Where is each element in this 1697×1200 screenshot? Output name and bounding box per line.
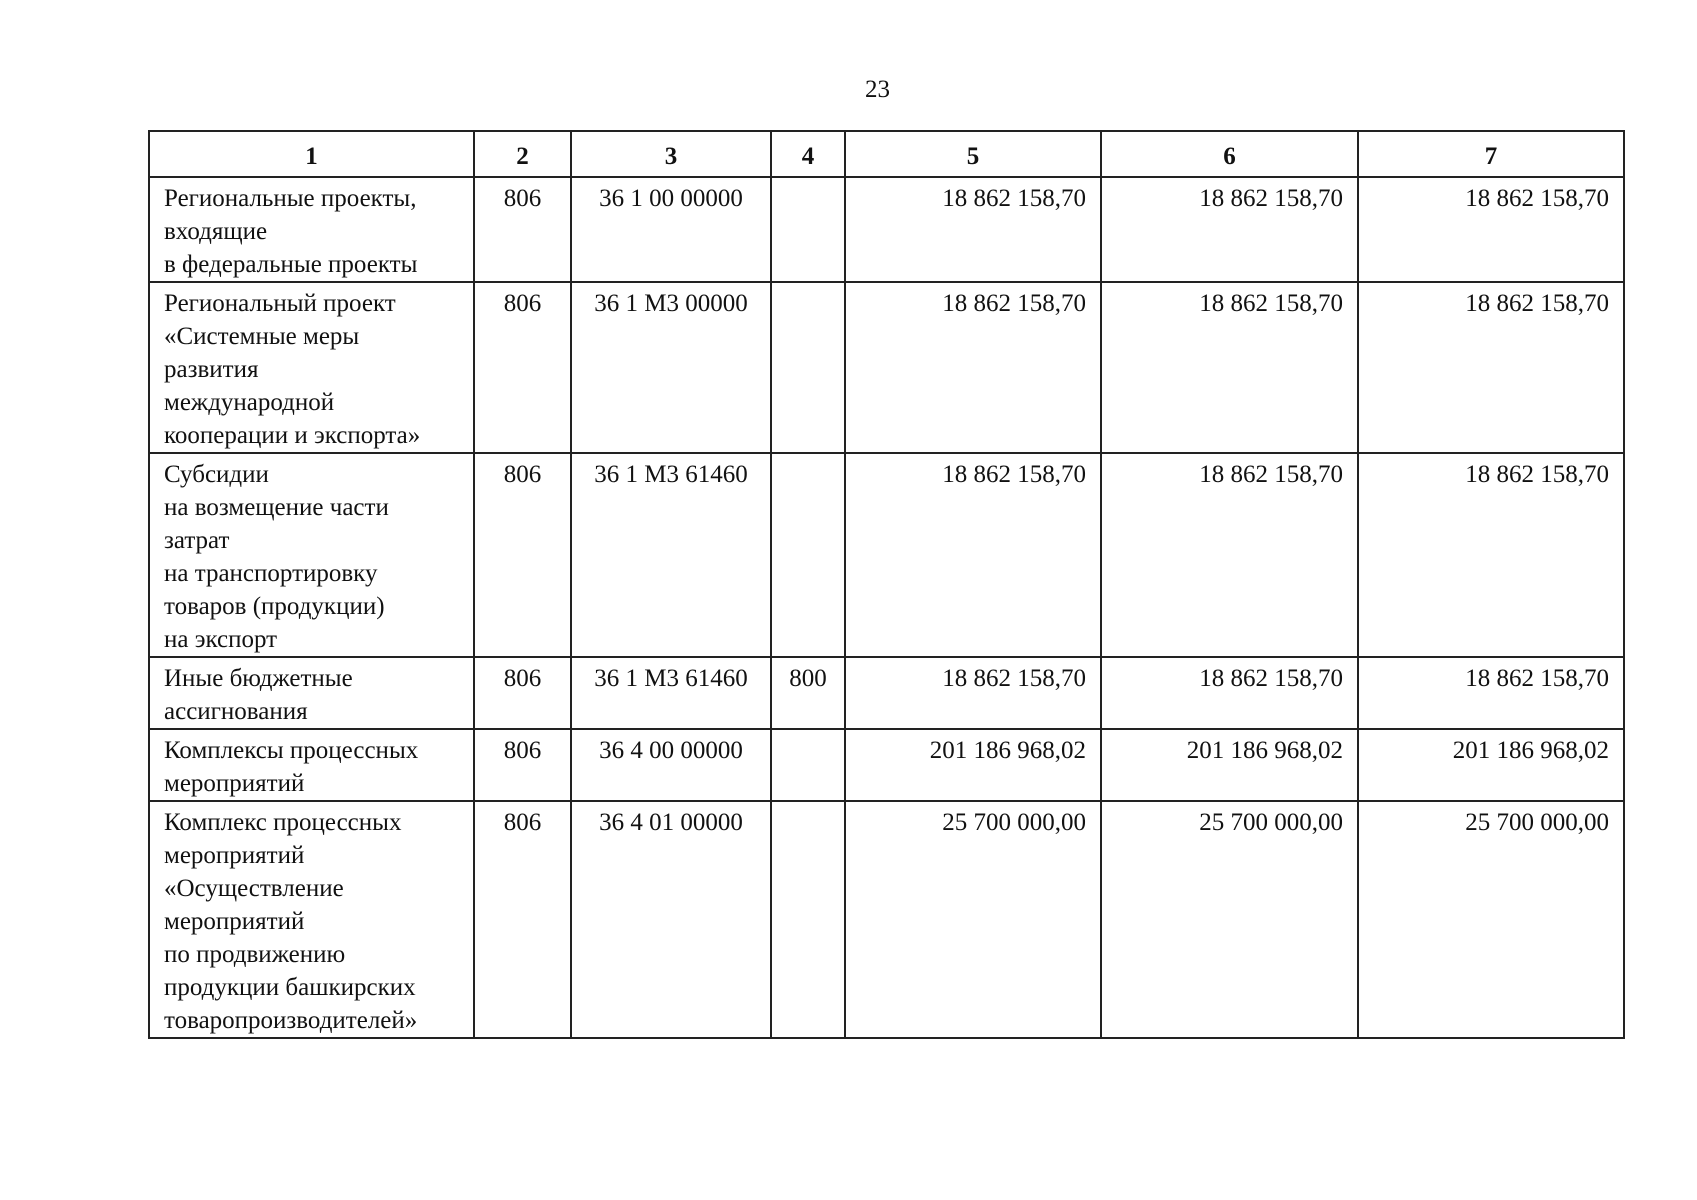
column-header-2: 2 xyxy=(474,131,571,177)
page-number: 23 xyxy=(865,76,890,103)
row-name-line: в федеральные проекты xyxy=(164,251,418,278)
row-amount-col7-cell: 18 862 158,70 xyxy=(1358,282,1624,453)
table-row xyxy=(149,657,1624,729)
row-expense-type-cell xyxy=(771,282,845,453)
row-amount-col5-cell: 201 186 968,02 xyxy=(845,729,1101,801)
row-expense-type-cell xyxy=(771,801,845,1038)
row-code-cell: 806 xyxy=(474,729,571,801)
row-amount-col6-cell: 18 862 158,70 xyxy=(1101,657,1358,729)
row-name-line: на экспорт xyxy=(164,626,278,653)
row-expense-type-cell xyxy=(771,453,845,657)
row-target-article-cell: 36 4 01 00000 xyxy=(571,801,771,1038)
row-name-line: по продвижению xyxy=(164,941,346,968)
row-name-line: «Системные меры xyxy=(164,323,360,350)
row-amount-col6-cell: 18 862 158,70 xyxy=(1101,282,1358,453)
row-name-cell xyxy=(149,177,474,282)
column-header-3: 3 xyxy=(571,131,771,177)
row-amount-col5-cell: 18 862 158,70 xyxy=(845,453,1101,657)
row-name-line: Региональный проект xyxy=(164,290,396,317)
row-name-line: на транспортировку xyxy=(164,560,378,587)
row-name-line: развития xyxy=(164,356,259,383)
row-name-line: международной xyxy=(164,389,335,416)
row-name-line: «Осуществление xyxy=(164,875,344,902)
row-amount-col6-cell: 25 700 000,00 xyxy=(1101,801,1358,1038)
row-amount-col5-cell: 18 862 158,70 xyxy=(845,282,1101,453)
row-name-line: Иные бюджетные xyxy=(164,665,353,692)
column-header-4: 4 xyxy=(771,131,845,177)
row-name-line: ассигнования xyxy=(164,698,308,725)
row-amount-col7-cell: 201 186 968,02 xyxy=(1358,729,1624,801)
row-expense-type-cell xyxy=(771,177,845,282)
table-header-row xyxy=(149,131,1624,177)
row-name-line: затрат xyxy=(164,527,230,554)
row-name-line: мероприятий xyxy=(164,770,305,797)
column-header-5: 5 xyxy=(845,131,1101,177)
row-amount-col7-cell: 18 862 158,70 xyxy=(1358,657,1624,729)
table-row xyxy=(149,453,1624,657)
table-row xyxy=(149,801,1624,1038)
row-name-cell xyxy=(149,729,474,801)
row-target-article-cell: 36 1 М3 00000 xyxy=(571,282,771,453)
column-header-1: 1 xyxy=(149,131,474,177)
row-amount-col6-cell: 18 862 158,70 xyxy=(1101,177,1358,282)
row-name-line: кооперации и экспорта» xyxy=(164,422,421,449)
row-name-line: Региональные проекты, xyxy=(164,185,417,212)
row-name-line: Комплексы процессных xyxy=(164,737,419,764)
row-name-line: мероприятий xyxy=(164,908,305,935)
row-target-article-cell: 36 1 М3 61460 xyxy=(571,453,771,657)
row-target-article-cell: 36 4 00 00000 xyxy=(571,729,771,801)
row-amount-col6-cell: 18 862 158,70 xyxy=(1101,453,1358,657)
row-name-line: Субсидии xyxy=(164,461,269,488)
table-row xyxy=(149,282,1624,453)
row-name-line: продукции башкирских xyxy=(164,974,416,1001)
row-amount-col5-cell: 18 862 158,70 xyxy=(845,657,1101,729)
row-name-cell xyxy=(149,801,474,1038)
row-code-cell: 806 xyxy=(474,282,571,453)
budget-table xyxy=(148,130,1625,1039)
row-name-cell xyxy=(149,282,474,453)
row-target-article-cell: 36 1 М3 61460 xyxy=(571,657,771,729)
row-code-cell: 806 xyxy=(474,657,571,729)
column-header-7: 7 xyxy=(1358,131,1624,177)
row-amount-col5-cell: 25 700 000,00 xyxy=(845,801,1101,1038)
table-row xyxy=(149,729,1624,801)
table-body xyxy=(149,177,1624,1038)
column-header-6: 6 xyxy=(1101,131,1358,177)
row-amount-col7-cell: 18 862 158,70 xyxy=(1358,177,1624,282)
row-code-cell: 806 xyxy=(474,801,571,1038)
table-row xyxy=(149,177,1624,282)
row-amount-col6-cell: 201 186 968,02 xyxy=(1101,729,1358,801)
row-name-cell xyxy=(149,453,474,657)
row-name-line: товаропроизводителей» xyxy=(164,1007,418,1034)
row-code-cell: 806 xyxy=(474,453,571,657)
row-target-article-cell: 36 1 00 00000 xyxy=(571,177,771,282)
row-expense-type-cell xyxy=(771,729,845,801)
row-name-line: товаров (продукции) xyxy=(164,593,385,620)
row-amount-col7-cell: 25 700 000,00 xyxy=(1358,801,1624,1038)
row-name-cell xyxy=(149,657,474,729)
row-amount-col5-cell: 18 862 158,70 xyxy=(845,177,1101,282)
row-name-line: входящие xyxy=(164,218,268,245)
row-name-line: мероприятий xyxy=(164,842,305,869)
row-code-cell: 806 xyxy=(474,177,571,282)
row-expense-type-cell: 800 xyxy=(771,657,845,729)
row-name-line: Комплекс процессных xyxy=(164,809,402,836)
row-name-line: на возмещение части xyxy=(164,494,389,521)
row-amount-col7-cell: 18 862 158,70 xyxy=(1358,453,1624,657)
